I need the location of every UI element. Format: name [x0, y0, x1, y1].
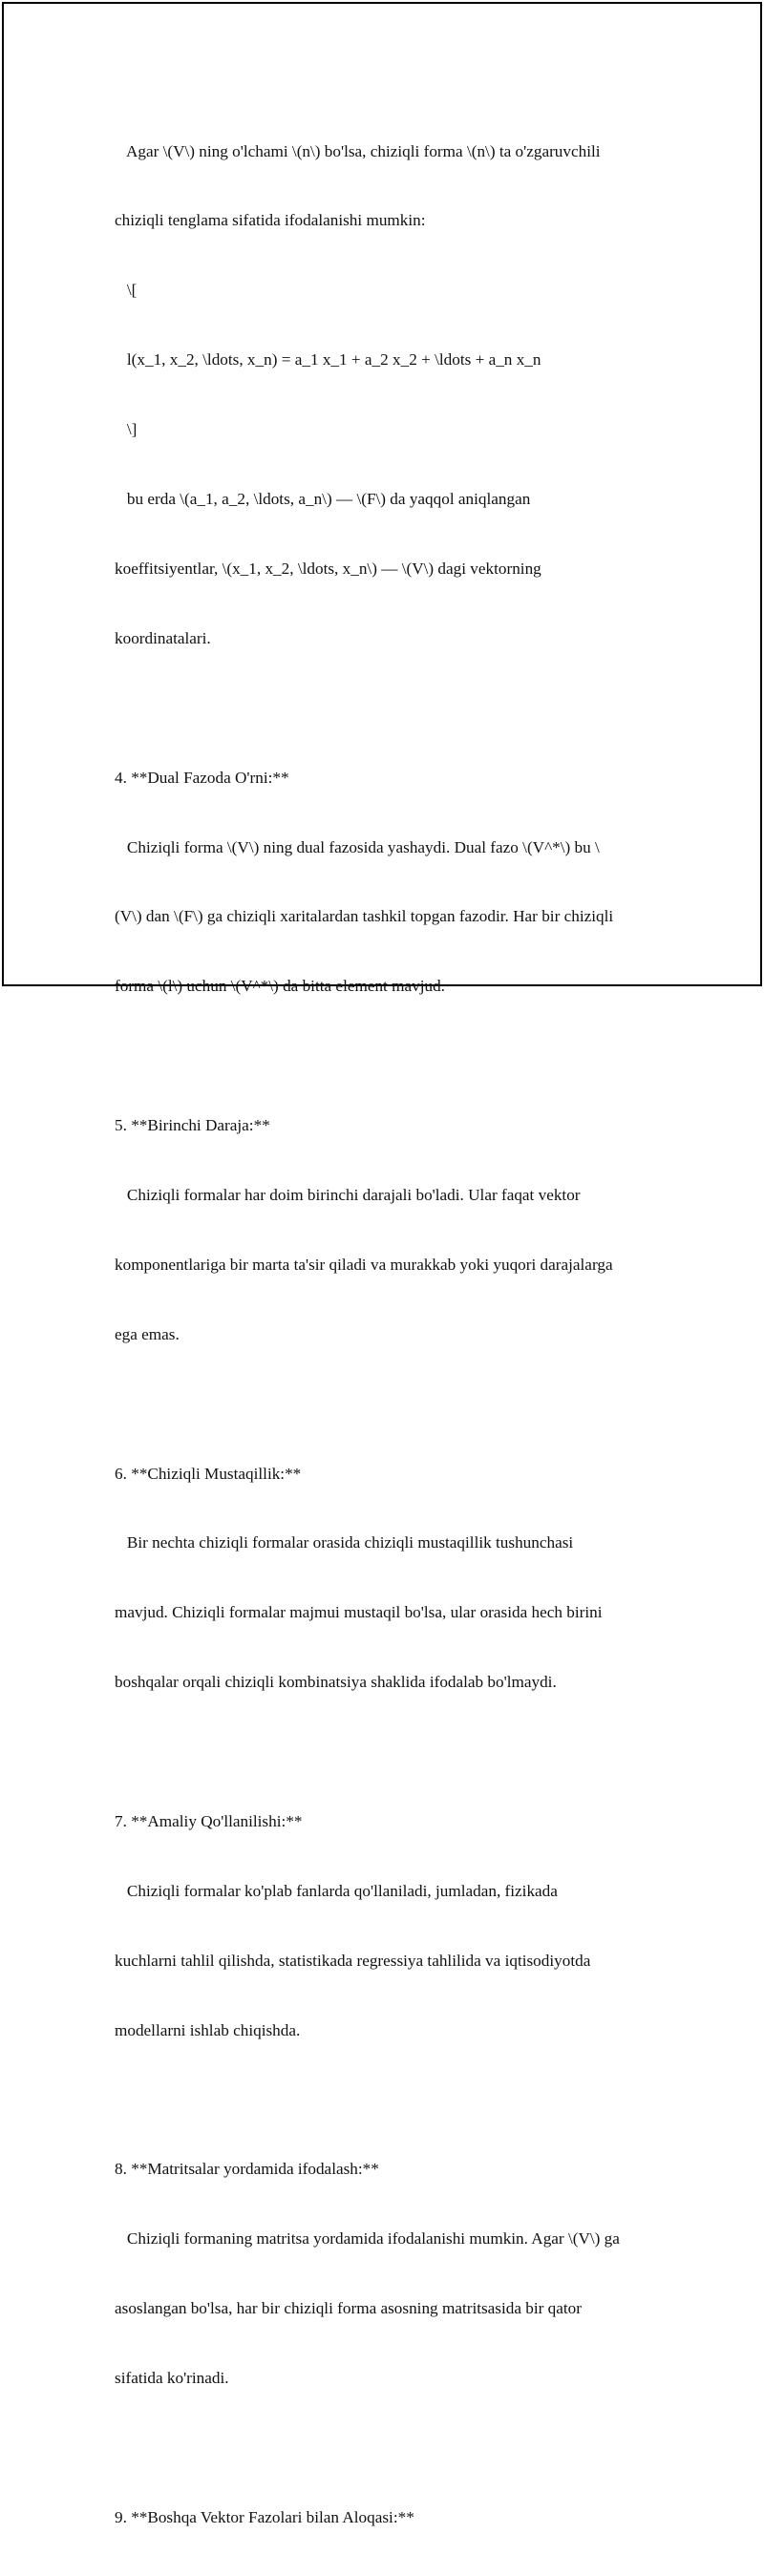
document-body	[115, 94, 668, 2576]
document-page	[2, 2, 762, 2526]
section-heading: 8. **Matritsalar yordamida ifodalash:**	[115, 2160, 379, 2179]
text-line: Chiziqli formalar har doim birinchi darajali bo'ladi. Ular faqat vektor	[115, 1185, 581, 1204]
blank-line	[115, 697, 668, 720]
text-line: boshqalar orqali chiziqli kombinatsiya shaklida ifodalab bo'lmaydi.	[115, 1673, 557, 1692]
text-line: koordinatalari.	[115, 628, 211, 647]
blank-line	[115, 2089, 668, 2112]
text-line: \]	[115, 420, 138, 439]
blank-line	[115, 2437, 668, 2460]
section-heading: 4. **Dual Fazoda O'rni:**	[115, 768, 289, 787]
text-line: sifatida ko'rinadi.	[115, 2369, 229, 2388]
text-line: Agar \(V\) ning o'lchami \(n\) bo'lsa, chiziqli forma \(n\) ta o'zgaruvchili	[115, 141, 601, 160]
text-line: ega emas.	[115, 1324, 180, 1343]
text-line: chiziqli tenglama sifatida ifodalanishi mumkin:	[115, 211, 426, 230]
text-line: forma \(l\) uchun \(V^*\) da bitta element mavjud.	[115, 977, 445, 996]
text-line: koeffitsiyentlar, \(x_1, x_2, \ldots, x_n\) — \(V\) dagi vektorning	[115, 559, 541, 578]
section-heading: 5. **Birinchi Daraja:**	[115, 1116, 270, 1135]
text-line: Bir nechta chiziqli formalar orasida chiziqli mustaqillik tushunchasi	[115, 1533, 574, 1552]
text-line: asoslangan bo'lsa, har bir chiziqli forma asosning matritsasida bir qator	[115, 2299, 582, 2318]
section-heading: 6. **Chiziqli Mustaqillik:**	[115, 1464, 302, 1483]
blank-line	[115, 1741, 668, 1763]
text-line: komponentlariga bir marta ta'sir qiladi va murakkab yoki yuqori darajalarga	[115, 1255, 613, 1274]
text-line: bu erda \(a_1, a_2, \ldots, a_n\) — \(F\) da yaqqol aniqlangan	[115, 490, 531, 509]
text-line: (V\) dan \(F\) ga chiziqli xaritalardan tashkil topgan fazodir. Har bir chiziqli	[115, 907, 614, 926]
text-line: modellarni ishlab chiqishda.	[115, 2020, 301, 2039]
text-line: Chiziqli forma \(V\) ning dual fazosida yashaydi. Dual fazo \(V^*\) bu \	[115, 837, 600, 856]
section-heading: 7. **Amaliy Qo'llanilishi:**	[115, 1811, 303, 1830]
text-line: mavjud. Chiziqli formalar majmui mustaqil bo'lsa, ular orasida hech birini	[115, 1603, 603, 1622]
text-line: Chiziqli formaning matritsa yordamida ifodalanishi mumkin. Agar \(V\) ga	[115, 2229, 620, 2249]
text-line: \[	[115, 281, 138, 300]
blank-line	[115, 1045, 668, 1067]
text-line: l(x_1, x_2, \ldots, x_n) = a_1 x_1 + a_2 x_2 + \ldots + a_n x_n	[115, 350, 541, 370]
text-line: kuchlarni tahlil qilishda, statistikada regressiya tahlilida va iqtisodiyotda	[115, 1951, 591, 1970]
section-heading: 9. **Boshqa Vektor Fazolari bilan Aloqasi:**	[115, 2507, 414, 2526]
text-line: Chiziqli formalar ko'plab fanlarda qo'llaniladi, jumladan, fizikada	[115, 1881, 558, 1900]
blank-line	[115, 1393, 668, 1416]
